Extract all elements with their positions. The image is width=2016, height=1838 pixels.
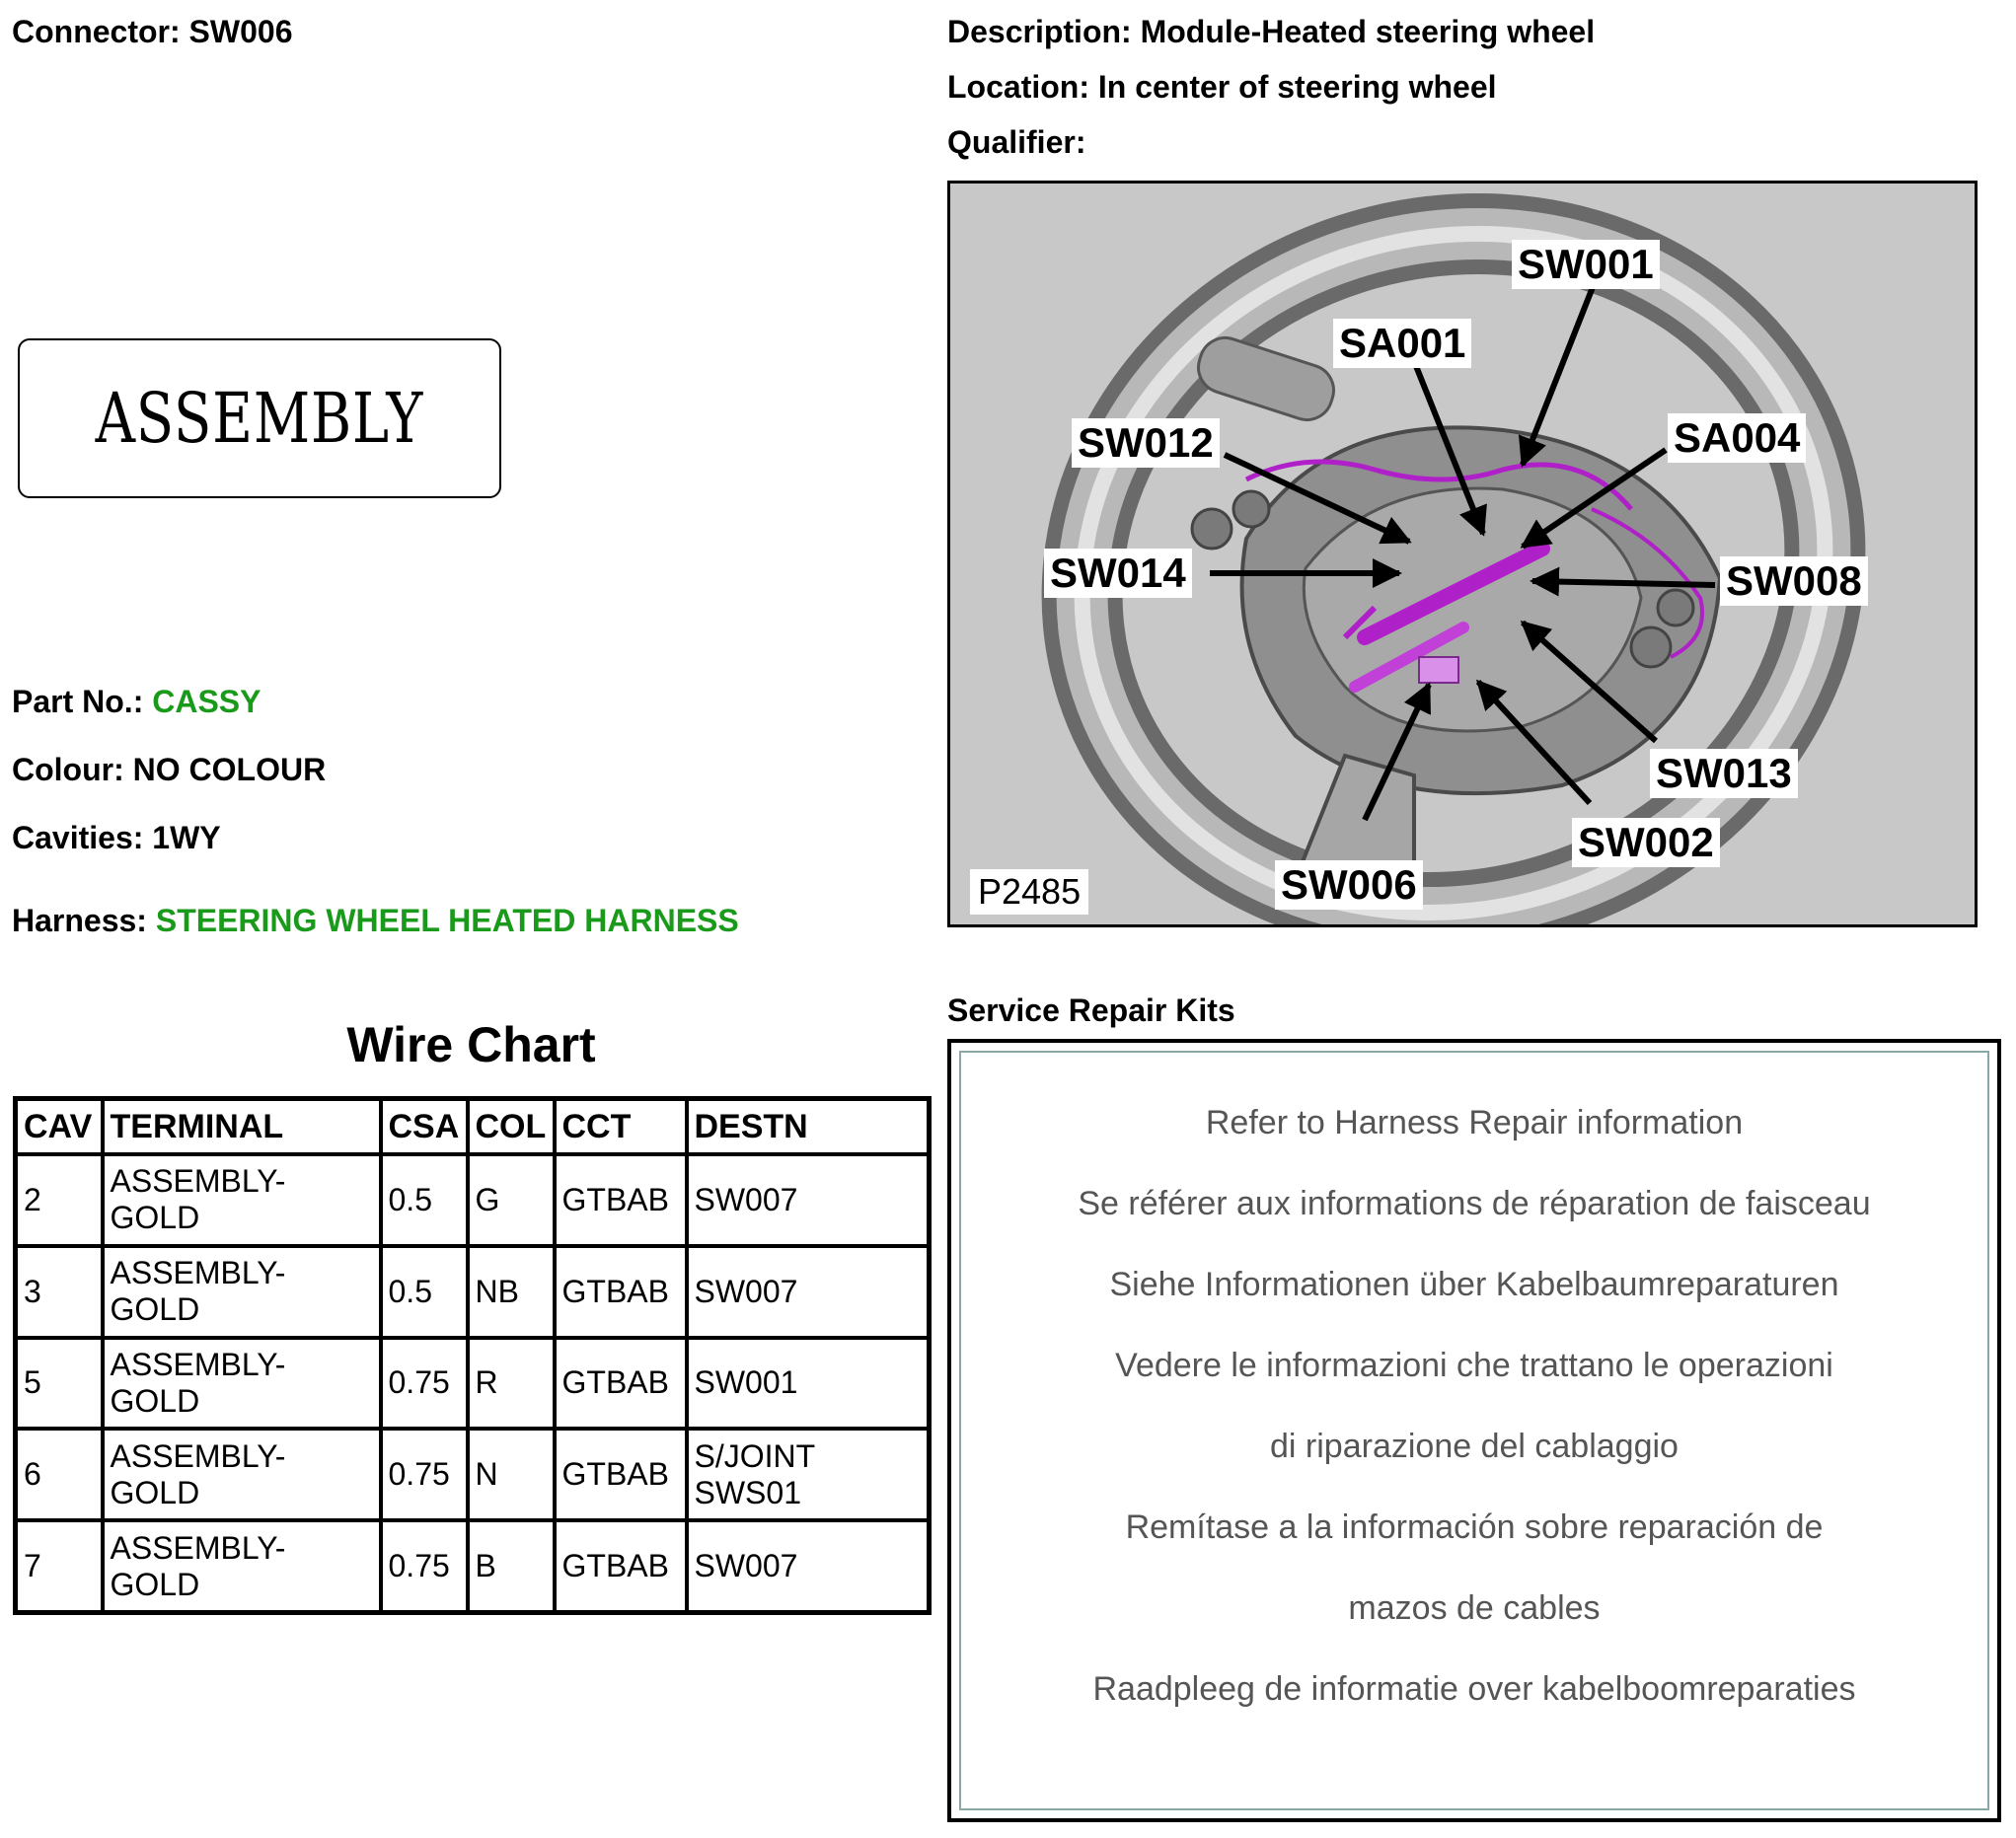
qualifier-line bbox=[947, 124, 1085, 161]
qualifier-label: Qualifier: bbox=[947, 124, 1086, 160]
csa-cell: 0.75 bbox=[381, 1338, 468, 1430]
destn-cell[interactable]: SW001 bbox=[687, 1338, 930, 1430]
wire-chart-table bbox=[13, 1096, 932, 1615]
cavities-value: 1WY bbox=[152, 820, 221, 855]
harness-link[interactable]: STEERING WHEEL HEATED HARNESS bbox=[155, 903, 739, 938]
callout-sw002: SW002 bbox=[1572, 818, 1720, 867]
cct-cell: GTBAB bbox=[555, 1520, 687, 1612]
location-value: In center of steering wheel bbox=[1097, 69, 1497, 105]
service-repair-kits-inner bbox=[959, 1051, 1989, 1810]
callout-sw001: SW001 bbox=[1512, 240, 1660, 289]
callout-sw006: SW006 bbox=[1275, 860, 1423, 910]
location-picture bbox=[947, 181, 1978, 927]
description-line bbox=[947, 14, 1595, 50]
terminal-cell: ASSEMBLY- GOLD bbox=[103, 1429, 381, 1520]
connector-label: Connector: bbox=[12, 14, 181, 49]
table-row bbox=[16, 1246, 930, 1338]
assembly-text: ASSEMBLY bbox=[95, 378, 424, 459]
csa-cell: 0.5 bbox=[381, 1246, 468, 1338]
colour-value: NO COLOUR bbox=[132, 752, 327, 787]
table-row bbox=[16, 1154, 930, 1246]
cct-cell: GTBAB bbox=[555, 1246, 687, 1338]
srk-line: mazos de cables bbox=[1348, 1589, 1601, 1627]
srk-line: Vedere le informazioni che trattano le operazioni bbox=[1115, 1347, 1833, 1384]
destn-cell[interactable]: SW007 bbox=[687, 1154, 930, 1246]
destn-cell[interactable]: S/JOINT SWS01 bbox=[687, 1429, 930, 1520]
service-repair-kits-box bbox=[947, 1039, 2001, 1822]
cav-cell: 3 bbox=[16, 1246, 103, 1338]
location-label: Location: bbox=[947, 69, 1089, 105]
csa-cell: 0.5 bbox=[381, 1154, 468, 1246]
srk-line: Siehe Informationen über Kabelbaumreparaturen bbox=[1109, 1266, 1839, 1303]
callout-sw012: SW012 bbox=[1072, 418, 1220, 468]
connector-face-box bbox=[18, 338, 501, 498]
wire-chart-header-row bbox=[16, 1099, 930, 1155]
header-terminal: TERMINAL bbox=[103, 1099, 381, 1155]
cavities-label: Cavities: bbox=[12, 820, 144, 855]
header-col: COL bbox=[468, 1099, 555, 1155]
colour-line bbox=[12, 752, 326, 788]
cav-cell: 6 bbox=[16, 1429, 103, 1520]
part-no-line bbox=[12, 684, 261, 720]
col-cell: G bbox=[468, 1154, 555, 1246]
cavities-line bbox=[12, 820, 221, 856]
csa-cell: 0.75 bbox=[381, 1429, 468, 1520]
callout-sw013: SW013 bbox=[1650, 749, 1798, 798]
cct-cell: GTBAB bbox=[555, 1429, 687, 1520]
wire-chart-title: Wire Chart bbox=[346, 1017, 596, 1072]
srk-line: Raadpleeg de informatie over kabelboomreparaties bbox=[1092, 1670, 1856, 1708]
connector-value: SW006 bbox=[188, 14, 293, 49]
harness-label: Harness: bbox=[12, 903, 147, 938]
connector-line bbox=[12, 14, 292, 50]
callout-sw014: SW014 bbox=[1044, 549, 1192, 598]
callout-sw008: SW008 bbox=[1720, 556, 1868, 606]
srk-line: Refer to Harness Repair information bbox=[1205, 1104, 1744, 1141]
header-csa: CSA bbox=[381, 1099, 468, 1155]
col-cell: B bbox=[468, 1520, 555, 1612]
terminal-cell: ASSEMBLY- GOLD bbox=[103, 1338, 381, 1430]
terminal-cell: ASSEMBLY- GOLD bbox=[103, 1246, 381, 1338]
cct-cell: GTBAB bbox=[555, 1338, 687, 1430]
callout-sa001: SA001 bbox=[1333, 319, 1471, 368]
cav-cell: 7 bbox=[16, 1520, 103, 1612]
terminal-cell: ASSEMBLY- GOLD bbox=[103, 1520, 381, 1612]
service-repair-kits-title: Service Repair Kits bbox=[947, 993, 1235, 1028]
destn-cell[interactable]: SW007 bbox=[687, 1520, 930, 1612]
table-row bbox=[16, 1429, 930, 1520]
cav-cell: 2 bbox=[16, 1154, 103, 1246]
header-destn: DESTN bbox=[687, 1099, 930, 1155]
callout-sa004: SA004 bbox=[1668, 413, 1806, 463]
srk-line: Se référer aux informations de réparation de faisceau bbox=[1078, 1185, 1871, 1222]
cct-cell: GTBAB bbox=[555, 1154, 687, 1246]
terminal-cell: ASSEMBLY- GOLD bbox=[103, 1154, 381, 1246]
description-label: Description: bbox=[947, 14, 1132, 49]
col-cell: NB bbox=[468, 1246, 555, 1338]
srk-line: di riparazione del cablaggio bbox=[1270, 1428, 1679, 1465]
harness-line bbox=[12, 903, 739, 939]
table-row bbox=[16, 1338, 930, 1430]
header-cct: CCT bbox=[555, 1099, 687, 1155]
table-row bbox=[16, 1520, 930, 1612]
col-cell: R bbox=[468, 1338, 555, 1430]
header-cav: CAV bbox=[16, 1099, 103, 1155]
col-cell: N bbox=[468, 1429, 555, 1520]
location-line bbox=[947, 69, 1497, 106]
destn-cell[interactable]: SW007 bbox=[687, 1246, 930, 1338]
description-value: Module-Heated steering wheel bbox=[1140, 14, 1596, 49]
csa-cell: 0.75 bbox=[381, 1520, 468, 1612]
part-no-label: Part No.: bbox=[12, 684, 144, 719]
picture-code: P2485 bbox=[970, 869, 1088, 915]
part-no-link[interactable]: CASSY bbox=[152, 684, 261, 719]
colour-label: Colour: bbox=[12, 752, 124, 787]
srk-line: Remítase a la información sobre reparación de bbox=[1125, 1508, 1824, 1546]
cav-cell: 5 bbox=[16, 1338, 103, 1430]
